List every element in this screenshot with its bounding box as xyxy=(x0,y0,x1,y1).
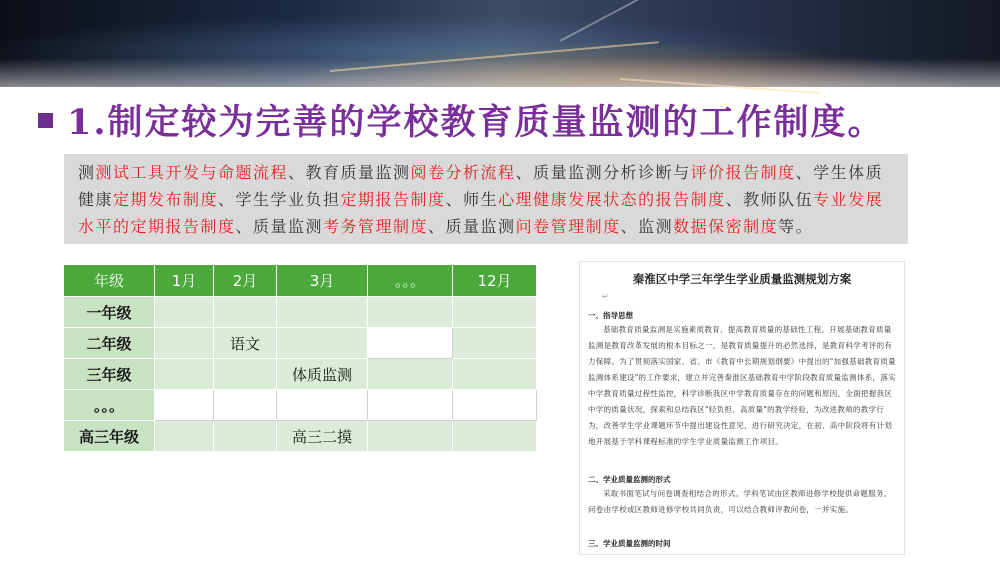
table-cell xyxy=(453,297,537,328)
table-cell xyxy=(214,297,277,328)
header-cell: 2月 xyxy=(214,265,277,297)
summary-highlight: 专业发展水平的定期报告制度 xyxy=(78,190,884,236)
header-cell: 1月 xyxy=(155,265,214,297)
table-cell xyxy=(277,390,368,421)
summary-highlight: 阅卷分析流程 xyxy=(410,163,516,182)
summary-text: 测 xyxy=(78,163,96,182)
table-cell: 高三二摸 xyxy=(277,421,368,452)
table-cell xyxy=(368,328,453,359)
grade-cell: 三年级 xyxy=(64,359,155,390)
table-cell xyxy=(155,359,214,390)
table-row xyxy=(64,421,537,452)
table-row xyxy=(64,390,537,421)
summary-text: 、教师队伍 xyxy=(725,190,814,209)
document-paragraph: 采取书面笔试与问卷调查相结合的形式。学科笔试由区教师进修学校提供命题服务。问卷由学校或区教师进修学校共同负责，可以结合教师评教问卷，一并实施。 xyxy=(588,489,892,514)
grade-cell: 一年级 xyxy=(64,297,155,328)
summary-highlight: 数据保密制度 xyxy=(673,217,779,236)
grade-cell: 高三年级 xyxy=(64,421,155,452)
table-header-row xyxy=(64,265,537,297)
table-cell xyxy=(453,359,537,390)
summary-highlight: 测试工具开发与命题流程 xyxy=(95,163,289,182)
document-title: 秦淮区中学三年学生学业质量监测规划方案 xyxy=(632,272,852,286)
summary-highlight: 定期报告制度 xyxy=(340,190,446,209)
document-section-heading: 二、学业质量监测的形式 xyxy=(588,475,671,484)
header-cell: 。。。 xyxy=(368,265,453,297)
table-cell xyxy=(155,328,214,359)
document-section-heading: 一、指导思想 xyxy=(588,311,633,320)
summary-highlight: 定期发布制度 xyxy=(113,190,219,209)
summary-highlight: 心理健康发展状态的报告制度 xyxy=(498,190,726,209)
square-bullet-icon xyxy=(38,113,53,128)
header-cell: 年级 xyxy=(64,265,155,297)
table-row xyxy=(64,297,537,328)
table-cell xyxy=(368,390,453,421)
summary-text: 、质量监测分析诊断与 xyxy=(515,163,691,182)
table-cell xyxy=(453,328,537,359)
plan-document-preview xyxy=(580,262,904,554)
summary-text: 、师生 xyxy=(445,190,499,209)
table-cell xyxy=(368,421,453,452)
table-cell xyxy=(277,297,368,328)
summary-highlight: 考务管理制度 xyxy=(323,217,429,236)
table-cell xyxy=(368,297,453,328)
table-cell: 语文 xyxy=(214,328,277,359)
summary-highlight: 问卷管理制度 xyxy=(515,217,621,236)
header-cell: 3月 xyxy=(277,265,368,297)
table-cell xyxy=(155,297,214,328)
table-row xyxy=(64,359,537,390)
summary-textbox xyxy=(64,154,908,244)
grade-cell: 二年级 xyxy=(64,328,155,359)
summary-text: 、教育质量监测 xyxy=(288,163,411,182)
table-cell: 体质监测 xyxy=(277,359,368,390)
table-cell xyxy=(214,421,277,452)
paragraph-mark: ↵ xyxy=(602,292,609,301)
table-row xyxy=(64,328,537,359)
summary-text: 、质量监测 xyxy=(235,217,324,236)
summary-text: 等。 xyxy=(778,217,814,236)
header-banner xyxy=(0,0,1000,87)
summary-text: 、监测 xyxy=(620,217,674,236)
table-cell xyxy=(453,390,537,421)
summary-text: 、质量监测 xyxy=(428,217,516,236)
grade-cell: 。。。 xyxy=(64,390,155,421)
table-cell xyxy=(214,359,277,390)
slide-heading xyxy=(38,96,998,144)
document-section-heading: 三、学业质量监测的时间 xyxy=(588,539,671,548)
table-cell xyxy=(453,421,537,452)
summary-text: 、学生学业负担 xyxy=(218,190,341,209)
table-cell xyxy=(277,328,368,359)
table-cell xyxy=(368,359,453,390)
heading-text: 1.制定较为完善的学校教育质量监测的工作制度。 xyxy=(67,102,885,143)
monitoring-schedule-table xyxy=(63,264,537,452)
header-cell: 12月 xyxy=(453,265,537,297)
table-cell xyxy=(155,390,214,421)
summary-highlight: 评价报告制度 xyxy=(690,163,796,182)
summary-text: 、学生体质健康 xyxy=(78,163,884,209)
table-cell xyxy=(214,390,277,421)
document-paragraph: 基础教育质量监测是实施素质教育、提高教育质量的基础性工程。开展基础教育质量监测是教育改革发展的根本目标之一，是教育质量提升的必然选择，是教育科学考评的有力保障。为了贯彻落实国家、省、市《教育中长期规划纲要》中提出的"加强基础教育质量监测体系建设"的工作要求，建立并完善秦淮区基础教育中学阶段教育质量监测体系，落实中学教育质量过程性监控，科学诊断我区中学教育质量存在的问题和原因，全面把握我区中学的质量状况，探索和总结我区"轻负担、高质量"的教学经验，为改进教师的教学行为，改善学生学业课题环节中提出建设性意见，进行研究决定，在初、高中阶段将有计划地开展基于学科课程标准的学生学业质量监测工作项目。 xyxy=(588,325,896,446)
table-cell xyxy=(155,421,214,452)
